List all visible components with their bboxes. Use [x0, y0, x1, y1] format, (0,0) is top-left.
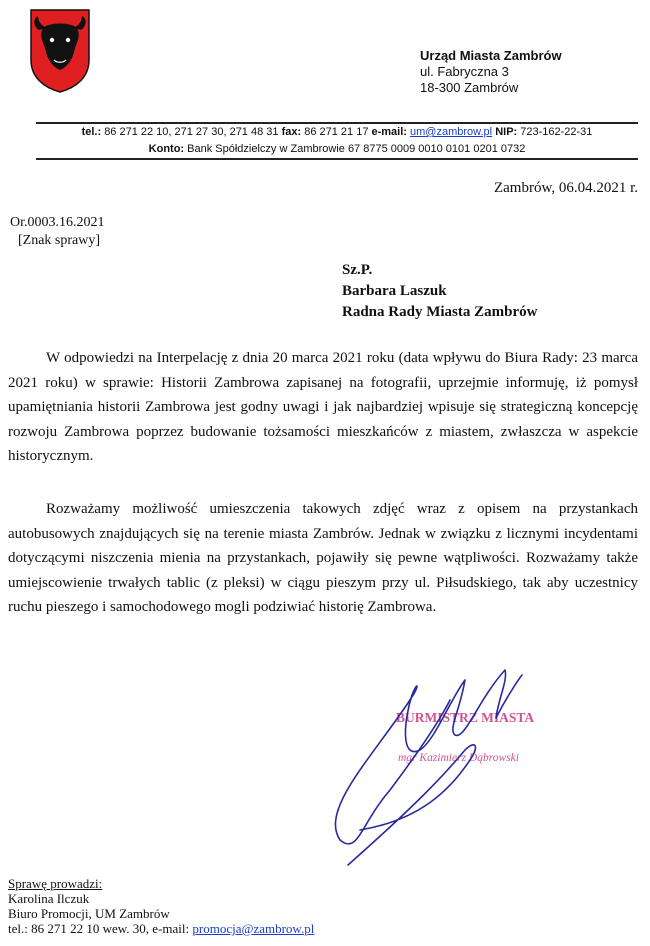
recipient-name: Barbara Laszuk [342, 283, 447, 299]
handler-name: Karolina Ilczuk [8, 891, 90, 906]
handled-by-label: Sprawę prowadzi: [8, 876, 103, 891]
stamp-title: BURMISTRZ MIASTA [396, 710, 535, 725]
handler-email-link[interactable]: promocja@zambrow.pl [192, 921, 315, 936]
office-address-block [420, 48, 562, 96]
recipient-salutation: Sz.P. [342, 262, 373, 278]
office-email-link[interactable]: um@zambrow.pl [410, 126, 493, 138]
stamp-name: mgr Kazimierz Dąbrowski [398, 752, 519, 764]
body-paragraph-1-text: W odpowiedzi na Interpelację z dnia 20 marca 2021 roku (data wpływu do Biura Rady: 23 marca 2021 roku) w sprawie: Historii Zambrowa zapisanej na fotografii, uprzejmie informuję, iż pomysł upamiętniania historii Zambrowa jest godny uwagi i jak najbardziej wpisuje się strategiczną koncepcję rozwoju Zambrowa poprzez budowanie tożsamości mieszkańców z miastem, zwłaszcza w aspekcie historycznym. [8, 350, 638, 464]
tel-label: tel.: [81, 126, 102, 138]
letter-date: Zambrów, 06.04.2021 r. [493, 180, 638, 196]
fax-label: fax: [281, 126, 302, 138]
footer-contact-person [8, 876, 314, 936]
case-reference [10, 214, 105, 250]
tel-value: 86 271 22 10, 271 27 30, 271 48 31 [104, 126, 279, 138]
letterhead-divider-top [36, 122, 638, 124]
contact-line [36, 126, 638, 138]
email-label: e-mail: [371, 126, 407, 138]
nip-label: NIP: [495, 126, 518, 138]
account-value: Bank Spółdzielczy w Zambrowie 67 8775 0009 0010 0101 0201 0732 [187, 143, 526, 155]
case-number: Or.0003.16.2021 [10, 215, 105, 230]
city-crest-bison-logo [29, 8, 91, 94]
bank-account-line [36, 143, 638, 155]
handwritten-signature [335, 670, 522, 865]
recipient-title: Radna Rady Miasta Zambrów [342, 304, 538, 320]
handler-department: Biuro Promocji, UM Zambrów [8, 906, 170, 921]
letterhead-divider-bottom [36, 158, 638, 160]
body-paragraph-1 [8, 346, 638, 469]
office-street: ul. Fabryczna 3 [420, 64, 509, 79]
account-label: Konto: [148, 143, 185, 155]
recipient-block [342, 260, 537, 323]
office-name: Urząd Miasta Zambrów [420, 48, 562, 63]
office-postal-city: 18-300 Zambrów [420, 80, 519, 95]
fax-value: 86 271 21 17 [304, 126, 369, 138]
nip-value: 723-162-22-31 [520, 126, 593, 138]
stamp-and-signature [300, 640, 560, 880]
handler-contact-prefix: tel.: 86 271 22 10 wew. 30, e-mail: [8, 921, 193, 936]
case-number-hint: [Znak sprawy] [18, 233, 101, 248]
body-paragraph-2-text: Rozważamy możliwość umieszczenia takowych zdjęć wraz z opisem na przystankach autobusowych znajdujących się na terenie miasta Zambrów. Jednak w związku z licznymi incydentami dotyczącymi niszczenia mienia na przystankach, pojawiły się pewne wątpliwości. Rozważamy także umiejscowienie trwałych tablic (z pleksi) w ciągu pieszym przy ul. Piłsudskiego, tak aby uczestnicy ruchu pieszego i samochodowego mogli podziwiać historię Zambrowa. [8, 501, 638, 615]
body-paragraph-2 [8, 497, 638, 620]
handler-contact-line [8, 921, 314, 936]
